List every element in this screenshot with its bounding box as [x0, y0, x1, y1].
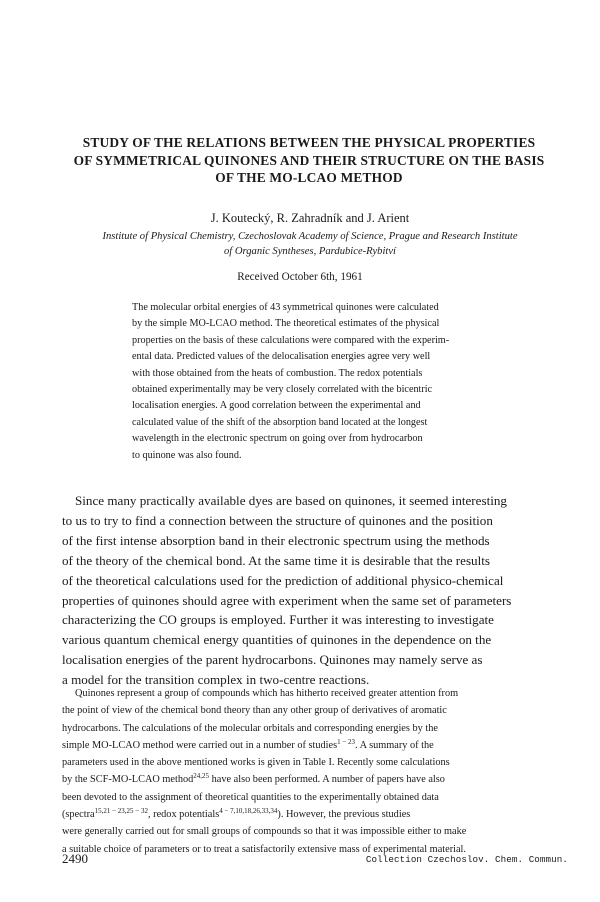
abstract-line: to quinone was also found.: [132, 449, 242, 461]
intro-line: characterizing the CO groups is employed. Further it was interesting to investigate: [62, 612, 494, 628]
page-number: 2490: [62, 851, 88, 866]
intro-paragraph: [62, 491, 568, 690]
affiliation-line: Institute of Physical Chemistry, Czechoslovak Academy of Science, Prague and Research Institute: [102, 231, 518, 242]
body-line: [62, 771, 568, 788]
body-text: by the SCF-MO-LCAO method: [62, 774, 194, 786]
intro-line: a model for the transition complex in two-centre reactions.: [62, 672, 370, 688]
body-paragraph: [62, 685, 568, 858]
received-date: Received October 6th, 1961: [237, 271, 363, 283]
intro-line: to us to try to find a connection between the structure of quinones and the position: [62, 512, 493, 528]
citation-superscript: 4 − 7,10,18,26,33,34: [219, 807, 278, 816]
article-title: [50, 134, 568, 187]
abstract-line: by the simple MO-LCAO method. The theoretical estimates of the physical: [132, 318, 440, 330]
abstract-line: calculated value of the shift of the absorption band located at the longest: [132, 416, 428, 428]
abstract-line: ental data. Predicted values of the delocalisation energies agree very well: [132, 351, 431, 363]
intro-line: Since many practically available dyes are based on quinones, it seemed interesting: [75, 493, 507, 508]
intro-line: of the theory of the chemical bond. At the same time it is desirable that the results: [62, 552, 490, 568]
affiliation-line: of Organic Syntheses, Pardubice-Rybitví: [223, 246, 396, 257]
body-text: , redox potentials: [148, 809, 220, 821]
body-line: parameters used in the above mentioned works is given in Table I. Recently some calculations: [62, 757, 450, 769]
abstract: [132, 300, 492, 464]
body-text: (spectra: [62, 809, 95, 821]
abstract-line: localisation energies. A good correlation between the experimental and: [132, 400, 421, 412]
abstract-line: wavelength in the electronic spectrum on going over from hydrocarbon: [132, 433, 423, 445]
intro-line: various quantum chemical energy quantities of quinones in the dependence on the: [62, 632, 492, 648]
intro-line: properties of quinones should agree with experiment when the same set of parameters: [62, 592, 512, 608]
body-text: ). However, the previous studies: [277, 809, 411, 821]
abstract-line: The molecular orbital energies of 43 symmetrical quinones were calculated: [132, 302, 439, 313]
citation-superscript: 24,25: [193, 772, 210, 781]
body-line: [62, 806, 568, 823]
intro-line: of the first intense absorption band in their electronic spectrum using the methods: [62, 532, 490, 548]
body-line: Quinones represent a group of compounds which has hitherto received greater attention from: [75, 688, 459, 699]
body-text: simple MO-LCAO method were carried out in a number of studies: [62, 739, 338, 751]
body-line: the point of view of the chemical bond theory than any other group of derivatives of aromatic: [62, 705, 447, 717]
title-line: STUDY OF THE RELATIONS BETWEEN THE PHYSICAL PROPERTIES: [82, 135, 536, 150]
title-line: OF SYMMETRICAL QUINONES AND THEIR STRUCTURE ON THE BASIS: [73, 152, 545, 168]
body-line: hydrocarbons. The calculations of the molecular orbitals and corresponding energies by the: [62, 722, 438, 734]
body-line: a suitable choice of parameters or to treat a satisfactorily extensive mass of experimental material.: [62, 843, 466, 855]
body-text: have also been performed. A number of papers have also: [209, 774, 445, 786]
citation-superscript: 1 − 23: [337, 737, 356, 746]
body-line: been devoted to the assignment of theoretical quantities to the experimentally obtained data: [62, 791, 439, 803]
body-line: [62, 737, 568, 754]
intro-line: localisation energies of the parent hydrocarbons. Quinones may namely serve as: [62, 652, 483, 668]
affiliation: [40, 229, 580, 259]
abstract-line: obtained experimentally may be very closely correlated with the bicentric: [132, 384, 433, 396]
intro-line: of the theoretical calculations used for the prediction of additional physico-chemical: [62, 572, 504, 588]
body-line: were generally carried out for small groups of compounds so that it was impossible either to make: [62, 826, 467, 838]
citation-superscript: 15,21 − 23,25 − 32: [94, 807, 148, 816]
title-line: OF THE MO-LCAO METHOD: [215, 170, 403, 185]
journal-name: Collection Czechoslov. Chem. Commun.: [365, 854, 568, 865]
author-list: J. Koutecký, R. Zahradník and J. Arient: [210, 211, 410, 225]
abstract-line: properties on the basis of these calculations were compared with the experim-: [132, 334, 450, 346]
abstract-line: with those obtained from the heats of combustion. The redox potentials: [132, 367, 423, 379]
body-text: . A summary of the: [355, 739, 434, 751]
